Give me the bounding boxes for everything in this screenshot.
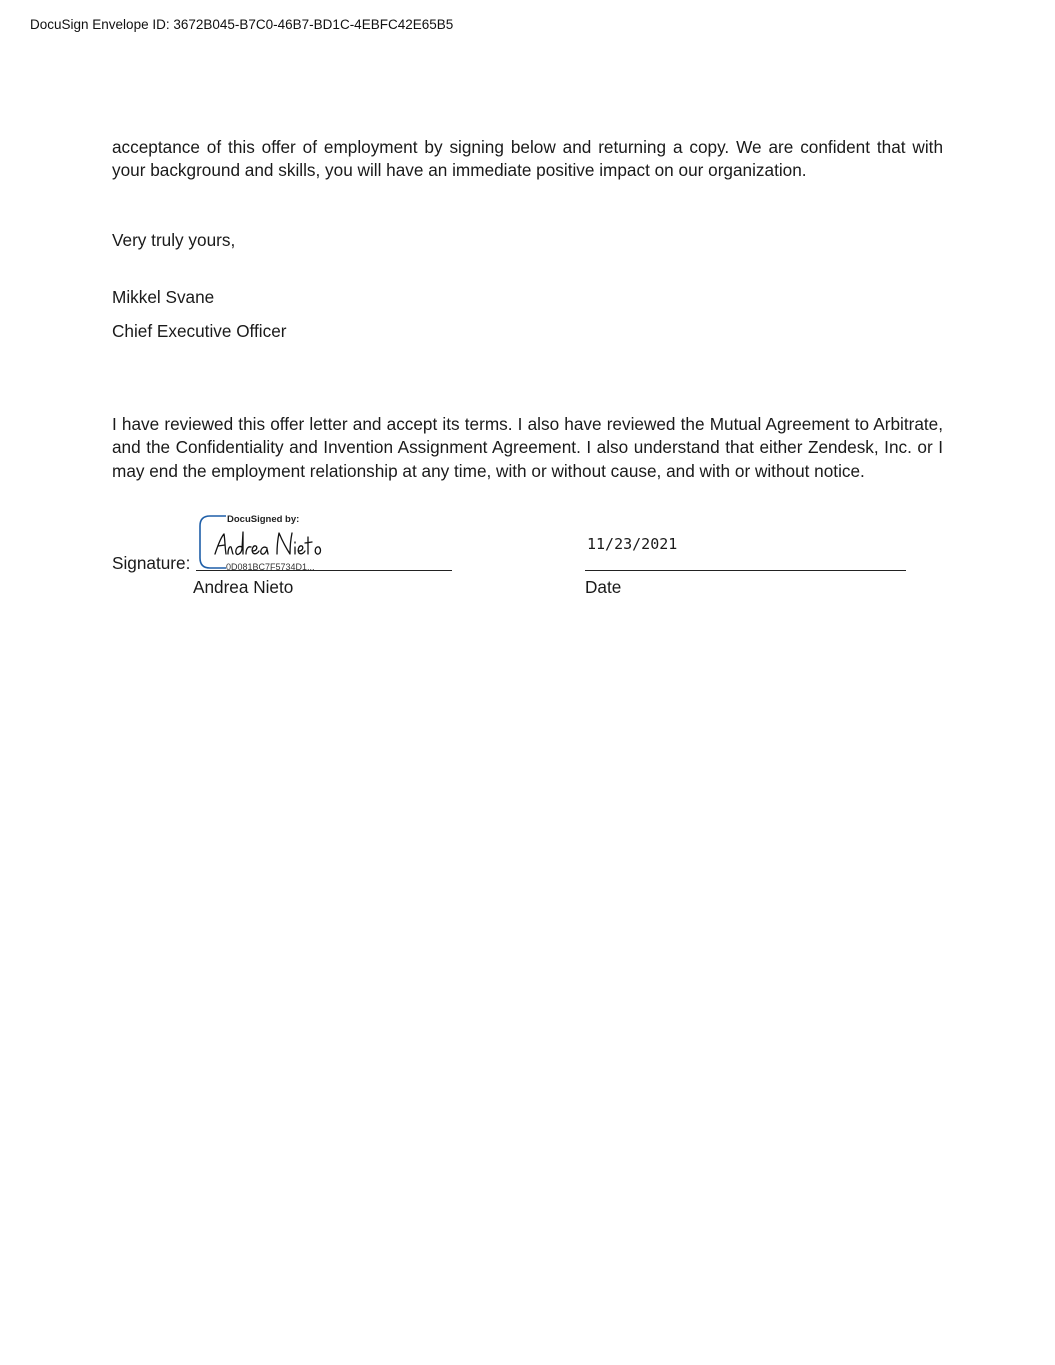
docusign-header: DocuSigned by: — [227, 514, 300, 525]
docusign-stamp — [198, 514, 338, 572]
sender-title: Chief Executive Officer — [112, 321, 287, 341]
sender-name: Mikkel Svane — [112, 287, 215, 307]
signer-printed-name: Andrea Nieto — [193, 577, 294, 597]
signature-date-value: 11/23/2021 — [587, 535, 678, 553]
docusign-envelope-id: DocuSign Envelope ID: 3672B045-B7C0-46B7-BD1C-4EBFC42E65B5 — [30, 17, 454, 32]
acceptance-paragraph: I have reviewed this offer letter and accept its terms. I also have reviewed the Mutual Agreement to Arbitrate, and the Confidentiality and Invention Assignment Agreement. I also understand that either Zendesk, Inc. or I may end the employment relationship at any time, with or without cause, and with or without notice. — [112, 414, 943, 481]
letter-closing: Very truly yours, — [112, 230, 236, 250]
date-label: Date — [585, 577, 622, 597]
date-line — [585, 570, 906, 571]
docusign-signer-id: 0D081BC7F5734D1... — [226, 562, 315, 572]
offer-closing-paragraph: acceptance of this offer of employment by signing below and returning a copy. We are confident that with your background and skills, you will have an immediate positive impact on our organization. — [112, 137, 943, 181]
signature-label: Signature: — [112, 553, 191, 573]
handwritten-signature — [213, 528, 333, 560]
